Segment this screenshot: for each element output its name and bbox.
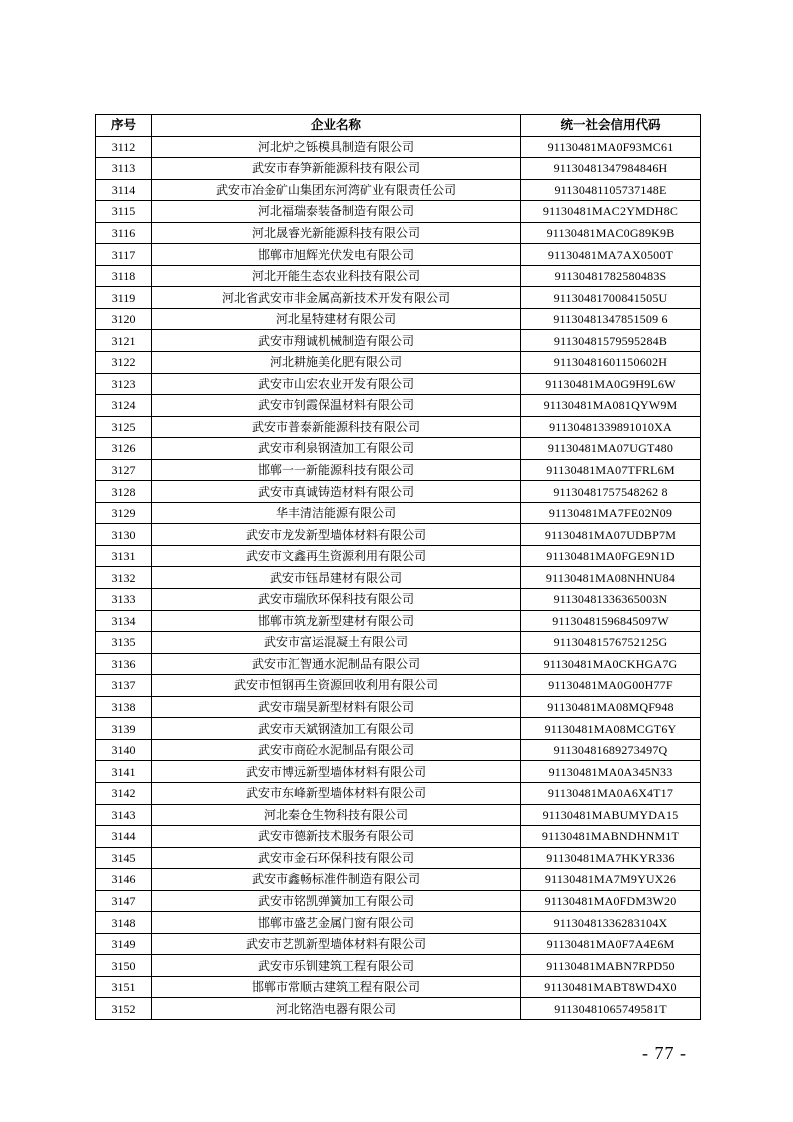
table-row xyxy=(96,976,701,998)
row-company-name: 河北福瑞泰装备制造有限公司 xyxy=(152,201,521,223)
table-row xyxy=(96,610,701,632)
row-credit-code: 91130481757548262 8 xyxy=(521,481,701,503)
row-company-name: 邯郸市旭辉光伏发电有限公司 xyxy=(152,244,521,266)
row-credit-code: 91130481MA0A345N33 xyxy=(521,761,701,783)
row-company-name: 武安市文鑫再生资源利用有限公司 xyxy=(152,545,521,567)
row-credit-code: 91130481MABN7RPD50 xyxy=(521,955,701,977)
table-row xyxy=(96,222,701,244)
row-credit-code: 91130481336365003N xyxy=(521,589,701,611)
table-row xyxy=(96,545,701,567)
row-seq: 3115 xyxy=(96,201,152,223)
table-row xyxy=(96,244,701,266)
row-seq: 3149 xyxy=(96,933,152,955)
table-row xyxy=(96,761,701,783)
row-credit-code: 91130481MA0A6X4T17 xyxy=(521,782,701,804)
row-credit-code: 91130481339891010XA xyxy=(521,416,701,438)
table-row xyxy=(96,696,701,718)
table-body xyxy=(96,136,701,1019)
table-row xyxy=(96,179,701,201)
row-seq: 3126 xyxy=(96,438,152,460)
row-seq: 3120 xyxy=(96,308,152,330)
row-credit-code: 91130481579595284B xyxy=(521,330,701,352)
row-company-name: 武安市瑞欣环保科技有限公司 xyxy=(152,589,521,611)
row-credit-code: 91130481689273497Q xyxy=(521,739,701,761)
table-row xyxy=(96,287,701,309)
table-row xyxy=(96,502,701,524)
row-company-name: 河北耕施美化肥有限公司 xyxy=(152,352,521,374)
table-row xyxy=(96,675,701,697)
row-seq: 3118 xyxy=(96,265,152,287)
row-seq: 3121 xyxy=(96,330,152,352)
row-seq: 3119 xyxy=(96,287,152,309)
row-credit-code: 91130481MA7AX0500T xyxy=(521,244,701,266)
table-row xyxy=(96,890,701,912)
header-credit-code: 统一社会信用代码 xyxy=(521,115,701,137)
row-credit-code: 91130481596845097W xyxy=(521,610,701,632)
page-number: - 77 - xyxy=(642,1043,687,1063)
row-company-name: 武安市龙发新型墙体材料有限公司 xyxy=(152,524,521,546)
row-credit-code: 91130481MA0G9H9L6W xyxy=(521,373,701,395)
row-company-name: 邯郸市筑龙新型建材有限公司 xyxy=(152,610,521,632)
row-company-name: 武安市恒钢再生资源回收利用有限公司 xyxy=(152,675,521,697)
table-row xyxy=(96,912,701,934)
row-company-name: 武安市山宏农业开发有限公司 xyxy=(152,373,521,395)
row-company-name: 武安市钰昂建材有限公司 xyxy=(152,567,521,589)
table-row xyxy=(96,589,701,611)
row-company-name: 武安市利泉钢渣加工有限公司 xyxy=(152,438,521,460)
row-seq: 3125 xyxy=(96,416,152,438)
row-credit-code: 91130481MA0F7A4E6M xyxy=(521,933,701,955)
table-row xyxy=(96,718,701,740)
row-seq: 3114 xyxy=(96,179,152,201)
enterprise-credit-code-table xyxy=(95,114,701,1020)
table-row xyxy=(96,804,701,826)
row-credit-code: 91130481MA07TFRL6M xyxy=(521,459,701,481)
row-seq: 3131 xyxy=(96,545,152,567)
table-row xyxy=(96,739,701,761)
row-seq: 3134 xyxy=(96,610,152,632)
row-credit-code: 91130481576752125G xyxy=(521,632,701,654)
row-company-name: 武安市冶金矿山集团东河湾矿业有限责任公司 xyxy=(152,179,521,201)
row-company-name: 武安市翔诚机械制造有限公司 xyxy=(152,330,521,352)
row-credit-code: 91130481065749581T xyxy=(521,998,701,1020)
row-seq: 3132 xyxy=(96,567,152,589)
row-credit-code: 91130481347984846H xyxy=(521,158,701,180)
table-row xyxy=(96,933,701,955)
row-seq: 3135 xyxy=(96,632,152,654)
row-credit-code: 91130481MA0G00H77F xyxy=(521,675,701,697)
row-seq: 3136 xyxy=(96,653,152,675)
row-company-name: 河北铭浩电器有限公司 xyxy=(152,998,521,1020)
row-seq: 3113 xyxy=(96,158,152,180)
table-row xyxy=(96,201,701,223)
row-company-name: 武安市铭凯弹簧加工有限公司 xyxy=(152,890,521,912)
table-row xyxy=(96,136,701,158)
row-company-name: 武安市博远新型墙体材料有限公司 xyxy=(152,761,521,783)
row-credit-code: 91130481MA7M9YUX26 xyxy=(521,869,701,891)
row-seq: 3145 xyxy=(96,847,152,869)
table-row xyxy=(96,158,701,180)
row-company-name: 武安市真诚铸造材料有限公司 xyxy=(152,481,521,503)
row-seq: 3140 xyxy=(96,739,152,761)
row-seq: 3143 xyxy=(96,804,152,826)
header-company-name: 企业名称 xyxy=(152,115,521,137)
table-row xyxy=(96,869,701,891)
row-company-name: 武安市普泰新能源科技有限公司 xyxy=(152,416,521,438)
row-seq: 3146 xyxy=(96,869,152,891)
table-row xyxy=(96,395,701,417)
row-company-name: 河北省武安市非金属高新技术开发有限公司 xyxy=(152,287,521,309)
table-row xyxy=(96,352,701,374)
row-seq: 3151 xyxy=(96,976,152,998)
table-row xyxy=(96,459,701,481)
table-row xyxy=(96,567,701,589)
row-seq: 3112 xyxy=(96,136,152,158)
row-company-name: 邯郸市盛艺金属门窗有限公司 xyxy=(152,912,521,934)
row-seq: 3123 xyxy=(96,373,152,395)
row-credit-code: 91130481MABNDHNM1T xyxy=(521,826,701,848)
row-company-name: 武安市春笋新能源科技有限公司 xyxy=(152,158,521,180)
row-seq: 3144 xyxy=(96,826,152,848)
row-seq: 3128 xyxy=(96,481,152,503)
row-credit-code: 91130481347851509 6 xyxy=(521,308,701,330)
row-company-name: 河北开能生态农业科技有限公司 xyxy=(152,265,521,287)
row-company-name: 武安市德新技术服务有限公司 xyxy=(152,826,521,848)
row-credit-code: 91130481MA0CKHGA7G xyxy=(521,653,701,675)
row-company-name: 武安市天斌钢渣加工有限公司 xyxy=(152,718,521,740)
row-credit-code: 91130481MA08NHNU84 xyxy=(521,567,701,589)
row-company-name: 武安市商砼水泥制品有限公司 xyxy=(152,739,521,761)
row-company-name: 武安市金石环保科技有限公司 xyxy=(152,847,521,869)
row-company-name: 武安市富运混凝土有限公司 xyxy=(152,632,521,654)
row-company-name: 河北星特建材有限公司 xyxy=(152,308,521,330)
row-credit-code: 91130481MA0FDM3W20 xyxy=(521,890,701,912)
table-row xyxy=(96,955,701,977)
row-company-name: 河北炉之铄模具制造有限公司 xyxy=(152,136,521,158)
row-credit-code: 91130481MA081QYW9M xyxy=(521,395,701,417)
row-credit-code: 91130481MA0FGE9N1D xyxy=(521,545,701,567)
table-row xyxy=(96,632,701,654)
row-seq: 3137 xyxy=(96,675,152,697)
row-seq: 3130 xyxy=(96,524,152,546)
table-row xyxy=(96,998,701,1020)
row-seq: 3116 xyxy=(96,222,152,244)
row-seq: 3148 xyxy=(96,912,152,934)
row-company-name: 武安市乐钏建筑工程有限公司 xyxy=(152,955,521,977)
row-credit-code: 91130481MAC2YMDH8C xyxy=(521,201,701,223)
row-credit-code: 91130481336283104X xyxy=(521,912,701,934)
row-seq: 3142 xyxy=(96,782,152,804)
row-company-name: 武安市东峰新型墙体材料有限公司 xyxy=(152,782,521,804)
row-seq: 3127 xyxy=(96,459,152,481)
table-row xyxy=(96,481,701,503)
header-seq: 序号 xyxy=(96,115,152,137)
table-row xyxy=(96,373,701,395)
row-credit-code: 91130481MA07UGT480 xyxy=(521,438,701,460)
row-seq: 3138 xyxy=(96,696,152,718)
row-credit-code: 91130481MA08MQF948 xyxy=(521,696,701,718)
table-row xyxy=(96,847,701,869)
row-seq: 3122 xyxy=(96,352,152,374)
row-company-name: 武安市艺凯新型墙体材料有限公司 xyxy=(152,933,521,955)
table-row xyxy=(96,330,701,352)
table-row xyxy=(96,826,701,848)
row-company-name: 邯郸一一新能源科技有限公司 xyxy=(152,459,521,481)
row-seq: 3141 xyxy=(96,761,152,783)
row-company-name: 华丰清洁能源有限公司 xyxy=(152,502,521,524)
row-company-name: 河北晟睿光新能源科技有限公司 xyxy=(152,222,521,244)
row-seq: 3129 xyxy=(96,502,152,524)
row-seq: 3133 xyxy=(96,589,152,611)
row-credit-code: 91130481MABT8WD4X0 xyxy=(521,976,701,998)
row-credit-code: 91130481782580483S xyxy=(521,265,701,287)
row-credit-code: 91130481105737148E xyxy=(521,179,701,201)
row-credit-code: 91130481MABUMYDA15 xyxy=(521,804,701,826)
table-row xyxy=(96,308,701,330)
row-company-name: 河北秦仓生物科技有限公司 xyxy=(152,804,521,826)
table-row xyxy=(96,653,701,675)
row-company-name: 邯郸市常顺古建筑工程有限公司 xyxy=(152,976,521,998)
row-credit-code: 91130481MA08MCGT6Y xyxy=(521,718,701,740)
row-company-name: 武安市钊霞保温材料有限公司 xyxy=(152,395,521,417)
row-seq: 3150 xyxy=(96,955,152,977)
table-header-row xyxy=(96,115,701,137)
row-seq: 3147 xyxy=(96,890,152,912)
row-credit-code: 91130481MA07UDBP7M xyxy=(521,524,701,546)
table-row xyxy=(96,782,701,804)
row-company-name: 武安市鑫畅标准件制造有限公司 xyxy=(152,869,521,891)
row-credit-code: 91130481MA7FE02N09 xyxy=(521,502,701,524)
table-row xyxy=(96,524,701,546)
row-company-name: 武安市瑞昊新型材料有限公司 xyxy=(152,696,521,718)
row-credit-code: 91130481MAC0G89K9B xyxy=(521,222,701,244)
table-row xyxy=(96,265,701,287)
row-credit-code: 91130481MA7HKYR336 xyxy=(521,847,701,869)
row-credit-code: 91130481MA0F93MC61 xyxy=(521,136,701,158)
row-credit-code: 91130481601150602H xyxy=(521,352,701,374)
table-row xyxy=(96,438,701,460)
row-seq: 3124 xyxy=(96,395,152,417)
row-seq: 3139 xyxy=(96,718,152,740)
row-seq: 3152 xyxy=(96,998,152,1020)
row-credit-code: 91130481700841505U xyxy=(521,287,701,309)
table-row xyxy=(96,416,701,438)
row-seq: 3117 xyxy=(96,244,152,266)
row-company-name: 武安市汇智通水泥制品有限公司 xyxy=(152,653,521,675)
